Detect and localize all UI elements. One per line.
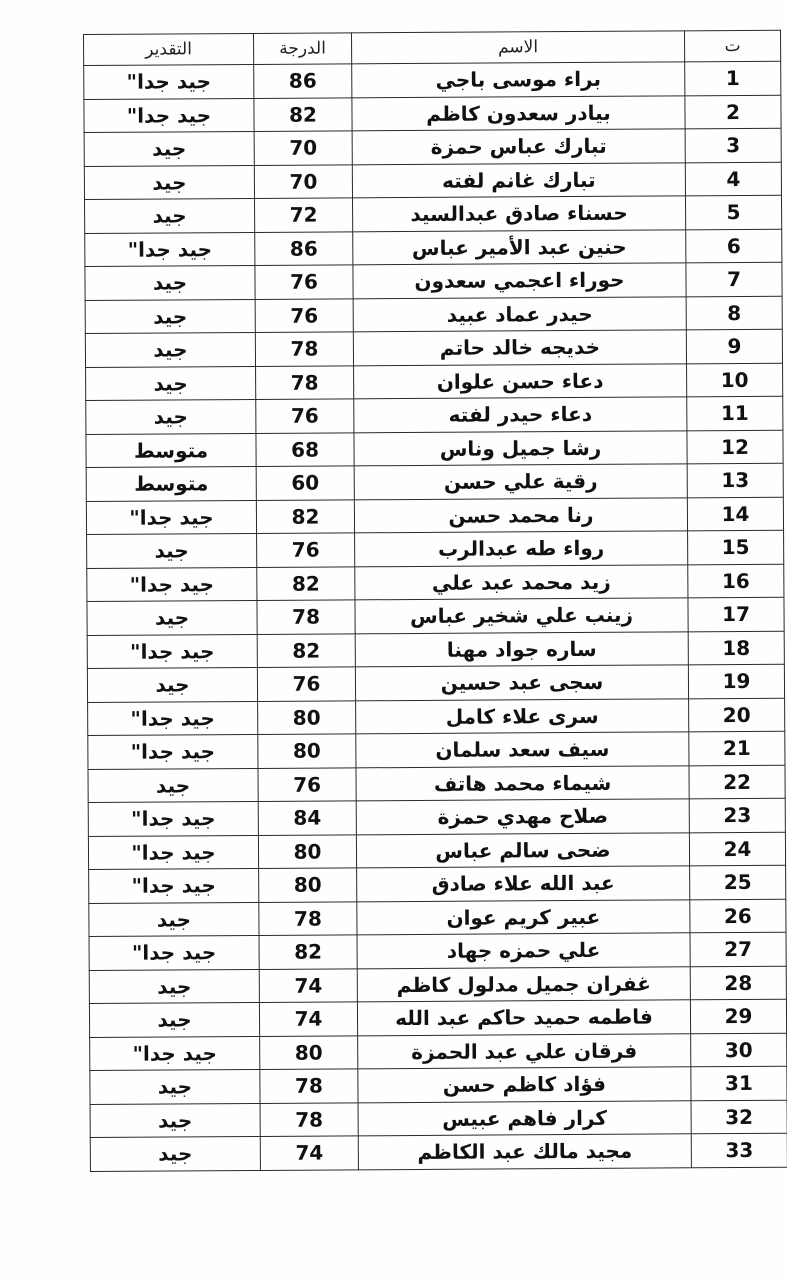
table-body <box>84 61 787 1171</box>
student-grade: جيد جدا" <box>89 935 259 970</box>
student-name: رنا محمد حسن <box>354 497 687 533</box>
student-name: صلاح مهدي حمزة <box>356 799 689 835</box>
table-row <box>90 1066 787 1104</box>
student-score: 78 <box>257 600 355 634</box>
table-row <box>86 430 783 468</box>
student-grade: جيد جدا" <box>85 232 255 267</box>
table-row <box>85 296 782 334</box>
student-score: 82 <box>256 499 354 533</box>
table-row <box>90 1033 787 1071</box>
row-number: 16 <box>688 564 784 598</box>
student-name: حسناء صادق عبدالسيد <box>353 196 686 232</box>
student-name: كرار فاهم عبيس <box>358 1100 691 1136</box>
row-number: 9 <box>686 329 782 363</box>
student-name: بيادر سعدون كاظم <box>352 95 685 131</box>
student-score: 80 <box>258 834 356 868</box>
row-number: 1 <box>685 61 781 95</box>
row-number: 4 <box>685 162 781 196</box>
student-score: 74 <box>260 1136 358 1170</box>
student-grade: جيد <box>89 902 259 937</box>
student-grade: جيد جدا" <box>84 64 254 99</box>
row-number: 15 <box>688 530 784 564</box>
student-grade: جيد <box>85 265 255 300</box>
header-name: الاسم <box>351 31 684 64</box>
student-grade: جيد <box>89 969 259 1004</box>
student-grade: متوسط <box>86 466 256 501</box>
student-score: 60 <box>256 466 354 500</box>
table-row <box>87 664 784 702</box>
table-row <box>89 999 786 1037</box>
student-grade: جيد <box>90 1069 260 1104</box>
student-name: رقية علي حسن <box>354 464 687 500</box>
row-number: 18 <box>688 631 784 665</box>
student-name: دعاء حسن علوان <box>354 363 687 399</box>
student-score: 78 <box>259 901 357 935</box>
student-score: 76 <box>257 533 355 567</box>
student-name: تبارك غانم لفته <box>352 162 685 198</box>
table-row <box>88 698 785 736</box>
student-score: 82 <box>257 633 355 667</box>
row-number: 20 <box>689 698 785 732</box>
row-number: 31 <box>691 1066 787 1100</box>
student-grade: جيد جدا" <box>87 634 257 669</box>
student-name: دعاء حيدر لفته <box>354 397 687 433</box>
table-row <box>88 832 785 870</box>
table-row <box>84 95 781 133</box>
student-name: ضحى سالم عباس <box>356 832 689 868</box>
header-score: الدرجة <box>253 33 351 65</box>
row-number: 12 <box>687 430 783 464</box>
table-row <box>85 229 782 267</box>
student-score: 72 <box>255 198 353 232</box>
student-name: براء موسى باجي <box>352 62 685 98</box>
row-number: 13 <box>687 463 783 497</box>
row-number: 30 <box>691 1033 787 1067</box>
student-name: حنين عبد الأمير عباس <box>353 229 686 265</box>
table-row <box>87 530 784 568</box>
student-grade: جيد جدا" <box>90 1036 260 1071</box>
student-grade: جيد <box>84 131 254 166</box>
table-row <box>85 262 782 300</box>
student-score: 82 <box>257 566 355 600</box>
row-number: 25 <box>690 865 786 899</box>
student-name: زينب علي شخير عباس <box>355 598 688 634</box>
student-name: غفران جميل مدلول كاظم <box>357 966 690 1002</box>
table-row <box>86 396 783 434</box>
row-number: 7 <box>686 262 782 296</box>
student-name: ساره جواد مهنا <box>355 631 688 667</box>
student-grade: جيد <box>90 1103 260 1138</box>
student-score: 84 <box>258 801 356 835</box>
table-row <box>87 597 784 635</box>
student-score: 82 <box>259 935 357 969</box>
student-score: 86 <box>255 231 353 265</box>
student-name: تبارك عباس حمزة <box>352 129 685 165</box>
table-row <box>87 564 784 602</box>
student-grade: جيد <box>90 1136 260 1171</box>
student-score: 80 <box>258 734 356 768</box>
row-number: 23 <box>689 798 785 832</box>
student-score: 78 <box>260 1069 358 1103</box>
row-number: 5 <box>685 195 781 229</box>
table-header-row <box>84 30 781 65</box>
student-name: عبد الله علاء صادق <box>357 866 690 902</box>
student-grade: جيد <box>86 399 256 434</box>
student-grade: جيد جدا" <box>86 500 256 535</box>
table-row <box>88 731 785 769</box>
student-name: مجيد مالك عبد الكاظم <box>358 1134 691 1170</box>
row-number: 10 <box>687 363 783 397</box>
student-grade: جيد جدا" <box>88 835 258 870</box>
table-row <box>84 61 781 99</box>
student-name: سرى علاء كامل <box>356 698 689 734</box>
table-row <box>89 932 786 970</box>
student-name: رشا جميل وناس <box>354 430 687 466</box>
row-number: 32 <box>691 1100 787 1134</box>
table-row <box>88 765 785 803</box>
table-row <box>84 128 781 166</box>
student-score: 76 <box>255 298 353 332</box>
row-number: 33 <box>691 1133 787 1167</box>
student-name: حوراء اعجمي سعدون <box>353 263 686 299</box>
row-number: 8 <box>686 296 782 330</box>
student-name: علي حمزه جهاد <box>357 933 690 969</box>
row-number: 2 <box>685 95 781 129</box>
table-row <box>86 463 783 501</box>
row-number: 21 <box>689 731 785 765</box>
student-grade: جيد جدا" <box>88 734 258 769</box>
student-grade: جيد <box>84 165 254 200</box>
student-grade: جيد <box>85 198 255 233</box>
table-row <box>86 363 783 401</box>
student-grade: جيد جدا" <box>84 98 254 133</box>
student-name: سجى عبد حسين <box>355 665 688 701</box>
student-grade: جيد جدا" <box>88 801 258 836</box>
table-row <box>86 497 783 535</box>
student-name: خديجه خالد حاتم <box>353 330 686 366</box>
table-row <box>85 195 782 233</box>
row-number: 27 <box>690 932 786 966</box>
student-grade: جيد <box>85 332 255 367</box>
table-row <box>89 966 786 1004</box>
student-grade: جيد <box>89 1002 259 1037</box>
student-name: فؤاد كاظم حسن <box>358 1067 691 1103</box>
student-score: 76 <box>256 399 354 433</box>
student-grade: جيد جدا" <box>87 567 257 602</box>
table-row <box>87 631 784 669</box>
student-name: حيدر عماد عبيد <box>353 296 686 332</box>
row-number: 24 <box>689 832 785 866</box>
student-grade: جيد جدا" <box>88 701 258 736</box>
student-grade: جيد <box>88 768 258 803</box>
row-number: 29 <box>690 999 786 1033</box>
student-grade: جيد <box>85 299 255 334</box>
student-name: فاطمه حميد حاكم عبد الله <box>357 1000 690 1036</box>
student-score: 80 <box>260 1035 358 1069</box>
student-name: زيد محمد عبد علي <box>355 564 688 600</box>
student-grade: جيد <box>87 667 257 702</box>
row-number: 17 <box>688 597 784 631</box>
student-grade: جيد <box>86 366 256 401</box>
student-score: 70 <box>254 131 352 165</box>
student-score: 80 <box>258 700 356 734</box>
student-score: 86 <box>254 64 352 98</box>
grades-table <box>83 30 787 1172</box>
row-number: 11 <box>687 396 783 430</box>
student-score: 80 <box>259 868 357 902</box>
student-grade: متوسط <box>86 433 256 468</box>
table-row <box>90 1100 787 1138</box>
student-score: 78 <box>260 1102 358 1136</box>
student-score: 78 <box>256 365 354 399</box>
table-row <box>85 329 782 367</box>
student-name: رواء طه عبدالرب <box>355 531 688 567</box>
table-row <box>88 798 785 836</box>
student-score: 74 <box>259 968 357 1002</box>
student-name: فرقان علي عبد الحمزة <box>358 1033 691 1069</box>
row-number: 3 <box>685 128 781 162</box>
student-score: 82 <box>254 97 352 131</box>
grades-table-container <box>83 30 787 1172</box>
student-score: 68 <box>256 432 354 466</box>
row-number: 26 <box>690 899 786 933</box>
student-grade: جيد جدا" <box>89 868 259 903</box>
header-grade: التقدير <box>84 33 254 65</box>
student-grade: جيد <box>87 533 257 568</box>
student-score: 76 <box>257 667 355 701</box>
table-row <box>89 899 786 937</box>
row-number: 14 <box>687 497 783 531</box>
table-row <box>89 865 786 903</box>
student-score: 76 <box>258 767 356 801</box>
row-number: 19 <box>688 664 784 698</box>
student-name: عبير كريم عوان <box>357 899 690 935</box>
row-number: 28 <box>690 966 786 1000</box>
student-name: شيماء محمد هاتف <box>356 765 689 801</box>
student-score: 74 <box>259 1002 357 1036</box>
row-number: 6 <box>686 229 782 263</box>
table-row <box>90 1133 787 1171</box>
table-row <box>84 162 781 200</box>
student-score: 76 <box>255 265 353 299</box>
student-name: سيف سعد سلمان <box>356 732 689 768</box>
row-number: 22 <box>689 765 785 799</box>
student-grade: جيد <box>87 600 257 635</box>
student-score: 78 <box>255 332 353 366</box>
header-number: ت <box>684 30 780 62</box>
student-score: 70 <box>254 164 352 198</box>
